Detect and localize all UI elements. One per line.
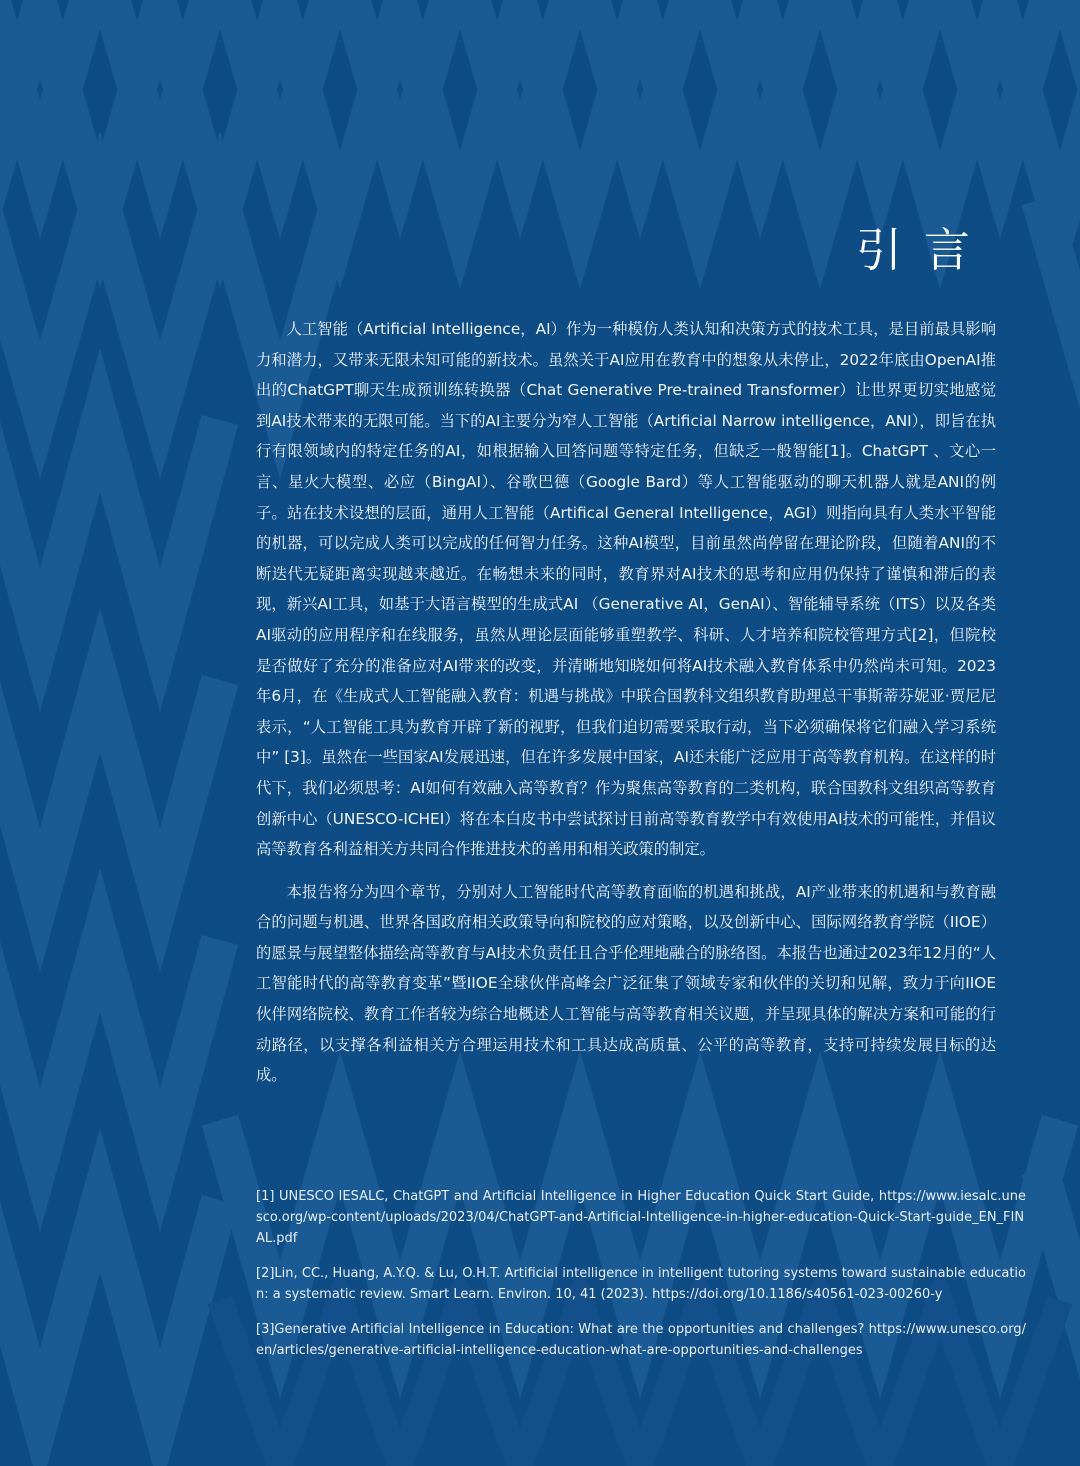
intro-paragraph-2: 本报告将分为四个章节，分别对人工智能时代高等教育面临的机遇和挑战，AI产业带来的机遇和与教育融合的问题与机遇、世界各国政府相关政策导向和院校的应对策略，以及创新中心、国际网络教育学院（IIOE）的愿景与展望整体描绘高等教育与AI技术负责任且合乎伦理地融合的脉络图。本报告也通过2023年12月的“人工智能时代的高等教育变革”暨IIOE全球伙伴高峰会广泛征集了领域专家和伙伴的关切和见解，致力于向IIOE伙伴网络院校、教育工作者较为综合地概述人工智能与高等教育相关议题，并呈现具体的解决方案和可能的行动路径，以支撑各利益相关方合理运用技术和工具达成高质量、公平的高等教育，支持可持续发展目标的达成。: [256, 882, 996, 1085]
footnote-2: [2]Lin, CC., Huang, A.Y.Q. & Lu, O.H.T. Artificial intelligence in intelligent tutoring systems toward sustainable education: a systematic review. Smart Learn. Environ. 10, 41 (2023). https://doi.org/10.1186/s40561-023-00260-y: [256, 1266, 1026, 1302]
footnotes: [256, 1186, 1026, 1375]
main-text: [256, 314, 996, 1103]
footnote-1: [1] UNESCO IESALC, ChatGPT and Artificial Intelligence in Higher Education Quick Start Guide, https://www.iesalc.unesco.org/wp-content/uploads/2023/04/ChatGPT-and-Artificial-Intelligence-in-higher-education-Quick-Start-guide_EN_FINAL.pdf: [256, 1189, 1026, 1246]
page-title: 引言: [856, 223, 992, 277]
intro-paragraph-1: 人工智能（Artificial Intelligence，AI）作为一种模仿人类认知和决策方式的技术工具，是目前最具影响力和潜力，又带来无限未知可能的新技术。虽然关于AI应用在教育中的想象从未停止，2022年底由OpenAI推出的ChatGPT聊天生成预训练转换器（Chat Generative Pre-trained Transformer）让世界更切实地感觉到AI技术带来的无限可能。当下的AI主要分为窄人工智能（Artificial Narrow intelligence，ANI），即旨在执行有限领域内的特定任务的AI，如根据输入回答问题等特定任务，但缺乏一般智能[1]。ChatGPT 、文心一言、星火大模型、必应（BingAI）、谷歌巴德（Google Bard）等人工智能驱动的聊天机器人就是ANI的例子。站在技术设想的层面，通用人工智能（Artifical General Intelligence，AGI）则指向具有人类水平智能的机器，可以完成人类可以完成的任何智力任务。这种AI模型，目前虽然尚停留在理论阶段，但随着ANI的不断迭代无疑距离实现越来越近。在畅想未来的同时，教育界对AI技术的思考和应用仍保持了谨慎和滞后的表现，新兴AI工具，如基于大语言模型的生成式AI （Generative AI，GenAI）、智能辅导系统（ITS）以及各类AI驱动的应用程序和在线服务，虽然从理论层面能够重塑教学、科研、人才培养和院校管理方式[2]，但院校是否做好了充分的准备应对AI带来的改变，并清晰地知晓如何将AI技术融入教育体系中仍然尚未可知。2023年6月，在《生成式人工智能融入教育：机遇与挑战》中联合国教科文组织教育助理总干事斯蒂芬妮亚·贾尼尼表示，“人工智能工具为教育开辟了新的视野，但我们迫切需要采取行动，当下必须确保将它们融入学习系统中” [3]。虽然在一些国家AI发展迅速，但在许多发展中国家，AI还未能广泛应用于高等教育机构。在这样的时代下，我们必须思考：AI如何有效融入高等教育？作为聚焦高等教育的二类机构，联合国教科文组织高等教育创新中心（UNESCO-ICHEI）将在本白皮书中尝试探讨目前高等教育教学中有效使用AI技术的可能性，并倡议高等教育各利益相关方共同合作推进技术的善用和相关政策的制定。: [256, 320, 996, 859]
zigzag-band-5: [0, 680, 220, 900]
footnote-3: [3]Generative Artificial Intelligence in Education: What are the opportunities and challenges? https://www.unesco.org/en/articles/generative-artificial-intelligence-education-what-are-opportunities-and-challenges: [256, 1322, 1026, 1358]
zigzag-band-6: [0, 940, 220, 1160]
zigzag-band-7: [0, 1200, 220, 1420]
